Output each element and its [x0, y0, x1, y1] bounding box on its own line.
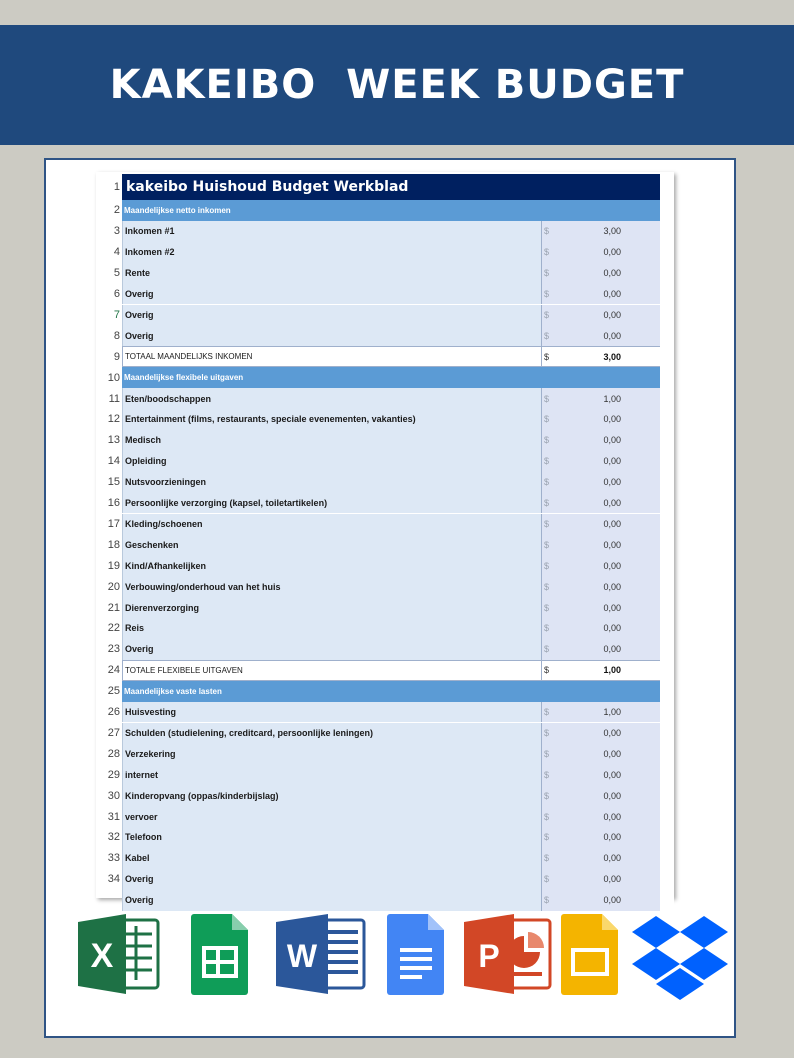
- label-cell[interactable]: [122, 493, 660, 514]
- label-cell[interactable]: [122, 890, 660, 911]
- value-cell[interactable]: [541, 555, 661, 576]
- label-cell[interactable]: [122, 430, 660, 451]
- sheet-margin: [660, 555, 674, 576]
- sheet-margin: [660, 174, 674, 200]
- label-cell[interactable]: [122, 388, 660, 409]
- sheet-margin: [660, 534, 674, 555]
- label-cell[interactable]: [122, 242, 660, 263]
- row-number[interactable]: 15: [107, 476, 120, 489]
- table-row[interactable]: [96, 493, 674, 514]
- row-number[interactable]: 21: [107, 601, 120, 614]
- label-cell[interactable]: [122, 702, 660, 723]
- row-value: 0,00: [603, 247, 621, 258]
- label-cell[interactable]: [122, 869, 660, 890]
- row-number[interactable]: 25: [107, 685, 120, 698]
- table-row[interactable]: [96, 743, 674, 764]
- value-cell[interactable]: [541, 848, 661, 869]
- table-row[interactable]: [96, 451, 674, 472]
- sheet-margin: [660, 639, 674, 660]
- currency-symbol: $: [544, 456, 550, 467]
- currency-symbol: $: [544, 581, 550, 592]
- currency-symbol: $: [544, 727, 550, 738]
- label-cell[interactable]: [122, 764, 660, 785]
- row-label: TOTALE FLEXIBELE UITGAVEN: [125, 665, 243, 675]
- label-cell[interactable]: [122, 409, 660, 430]
- value-cell[interactable]: [541, 284, 661, 305]
- row-number[interactable]: 5: [113, 267, 120, 280]
- currency-symbol: $: [544, 247, 550, 258]
- table-row[interactable]: [96, 472, 674, 493]
- svg-text:W: W: [286, 938, 318, 974]
- label-cell[interactable]: [122, 618, 660, 639]
- currency-symbol: $: [544, 602, 550, 613]
- table-row[interactable]: [96, 409, 674, 430]
- word-icon[interactable]: [274, 912, 366, 996]
- sheet-margin: [660, 242, 674, 263]
- row-label: Overig: [125, 874, 154, 885]
- row-label: Maandelijkse netto inkomen: [124, 205, 231, 215]
- row-label: Inkomen #1: [125, 226, 175, 237]
- table-row[interactable]: [96, 764, 674, 785]
- value-cell[interactable]: [541, 639, 661, 660]
- row-value: 0,00: [603, 289, 621, 300]
- label-cell[interactable]: [122, 221, 660, 242]
- table-row[interactable]: [96, 555, 674, 576]
- label-cell[interactable]: [122, 576, 660, 597]
- row-number[interactable]: 30: [107, 789, 120, 802]
- row-label: Nutsvoorzieningen: [125, 477, 207, 488]
- row-label: Overig: [125, 289, 154, 300]
- row-number[interactable]: 10: [107, 371, 120, 384]
- label-cell[interactable]: [122, 200, 660, 221]
- currency-symbol: $: [544, 435, 550, 446]
- sheet-margin: [660, 325, 674, 346]
- row-label: Kabel: [125, 853, 150, 864]
- value-cell[interactable]: [541, 305, 661, 326]
- row-number[interactable]: 29: [107, 768, 120, 781]
- sheet-margin: [660, 305, 674, 326]
- row-value: 0,00: [603, 748, 621, 759]
- google-docs-icon[interactable]: [386, 912, 446, 996]
- sheet-margin: [660, 221, 674, 242]
- table-row[interactable]: [96, 890, 674, 911]
- table-row[interactable]: [96, 430, 674, 451]
- row-number[interactable]: 23: [107, 643, 120, 656]
- sheet-margin: [660, 597, 674, 618]
- row-label: internet: [125, 769, 159, 780]
- label-cell[interactable]: [122, 325, 660, 346]
- row-label: Kinderopvang (oppas/kinderbijslag): [125, 790, 279, 801]
- label-cell[interactable]: [122, 514, 660, 535]
- sheet-margin: [660, 409, 674, 430]
- label-cell[interactable]: [122, 367, 660, 388]
- row-label: vervoer: [125, 811, 158, 822]
- row-number[interactable]: [96, 890, 122, 911]
- label-cell[interactable]: [122, 305, 660, 326]
- currency-symbol: $: [544, 518, 550, 529]
- value-cell[interactable]: [541, 472, 661, 493]
- sheet-margin: [660, 660, 674, 681]
- value-cell[interactable]: [541, 430, 661, 451]
- sheet-margin: [660, 681, 674, 702]
- banner-title: KAKEIBO WEEK BUDGET: [109, 62, 685, 108]
- row-number[interactable]: 26: [107, 706, 120, 719]
- table-row[interactable]: [96, 827, 674, 848]
- currency-symbol: $: [544, 498, 550, 509]
- row-number[interactable]: 16: [107, 497, 120, 510]
- table-row[interactable]: [96, 597, 674, 618]
- row-value: 0,00: [603, 790, 621, 801]
- label-cell[interactable]: [122, 597, 660, 618]
- row-number[interactable]: 31: [107, 810, 120, 823]
- table-row[interactable]: [96, 869, 674, 890]
- row-label: Persoonlijke verzorging (kapsel, toiletartikelen): [125, 498, 328, 509]
- label-cell[interactable]: [122, 639, 660, 660]
- row-value: 0,00: [603, 456, 621, 467]
- row-label: Telefoon: [125, 832, 162, 843]
- row-number[interactable]: 33: [107, 852, 120, 865]
- total-row[interactable]: [96, 346, 674, 367]
- value-cell[interactable]: [541, 242, 661, 263]
- currency-symbol: $: [544, 832, 550, 843]
- row-label: Geschenken: [125, 539, 179, 550]
- currency-symbol: $: [544, 623, 550, 634]
- section-header-row[interactable]: [96, 200, 674, 221]
- label-cell[interactable]: [122, 848, 660, 869]
- banner: [0, 25, 794, 145]
- value-cell[interactable]: [541, 493, 661, 514]
- sheet-margin: [660, 514, 674, 535]
- table-row[interactable]: [96, 723, 674, 744]
- row-value: 1,00: [603, 707, 621, 718]
- row-value: 0,00: [603, 268, 621, 279]
- row-label: Huisvesting: [125, 707, 177, 718]
- currency-symbol: $: [544, 769, 550, 780]
- row-label: Verbouwing/onderhoud van het huis: [125, 581, 281, 592]
- spreadsheet-preview: [96, 172, 674, 906]
- sheet-margin: [660, 284, 674, 305]
- currency-symbol: $: [544, 874, 550, 885]
- row-number[interactable]: 3: [113, 225, 120, 238]
- row-label: Eten/boodschappen: [125, 393, 212, 404]
- table-row[interactable]: [96, 284, 674, 305]
- sheet-margin: [660, 493, 674, 514]
- row-label: kakeibo Huishoud Budget Werkblad: [126, 179, 409, 195]
- row-number[interactable]: 11: [108, 392, 120, 405]
- label-cell[interactable]: [122, 284, 660, 305]
- table-row[interactable]: [96, 806, 674, 827]
- table-row[interactable]: [96, 263, 674, 284]
- value-cell[interactable]: [541, 514, 661, 535]
- app-icons-row: [70, 912, 730, 1012]
- table-row[interactable]: [96, 848, 674, 869]
- currency-symbol: $: [544, 895, 550, 906]
- excel-icon[interactable]: [76, 912, 160, 996]
- value-cell[interactable]: [541, 869, 661, 890]
- currency-symbol: $: [544, 477, 550, 488]
- currency-symbol: $: [544, 414, 550, 425]
- sheet-margin: [660, 869, 674, 890]
- row-label: Rente: [125, 268, 151, 279]
- currency-symbol: $: [544, 393, 550, 404]
- row-number[interactable]: 17: [107, 517, 120, 530]
- row-label: Overig: [125, 330, 154, 341]
- sheet-margin: [660, 263, 674, 284]
- row-label: Medisch: [125, 435, 162, 446]
- label-cell[interactable]: [122, 785, 660, 806]
- sheet-margin: [660, 806, 674, 827]
- value-cell[interactable]: [541, 325, 661, 346]
- row-number[interactable]: 8: [113, 329, 120, 342]
- label-cell[interactable]: [122, 346, 660, 367]
- sheet-margin: [660, 764, 674, 785]
- sheet-margin: [660, 702, 674, 723]
- row-label: Opleiding: [125, 456, 167, 467]
- sheet-margin: [660, 723, 674, 744]
- row-value: 0,00: [603, 477, 621, 488]
- table-row[interactable]: [96, 702, 674, 723]
- sheet-margin: [660, 785, 674, 806]
- row-value: 0,00: [603, 623, 621, 634]
- table-row[interactable]: [96, 639, 674, 660]
- sheet-margin: [660, 367, 674, 388]
- row-number[interactable]: 32: [107, 831, 120, 844]
- value-cell[interactable]: [541, 576, 661, 597]
- row-number[interactable]: 34: [107, 873, 120, 886]
- value-cell[interactable]: [541, 263, 661, 284]
- row-label: Entertainment (films, restaurants, speciale evenementen, vakanties): [125, 414, 416, 425]
- sheet-margin: [660, 346, 674, 367]
- row-value: 0,00: [603, 330, 621, 341]
- sheet-title-row[interactable]: [96, 174, 674, 200]
- section-header-row[interactable]: [96, 681, 674, 702]
- row-number[interactable]: 13: [107, 434, 120, 447]
- table-row[interactable]: [96, 325, 674, 346]
- label-cell[interactable]: [122, 660, 660, 681]
- label-cell[interactable]: [122, 743, 660, 764]
- row-number[interactable]: 1: [113, 181, 120, 193]
- currency-symbol: $: [544, 707, 550, 718]
- row-value: 0,00: [603, 581, 621, 592]
- currency-symbol: $: [544, 226, 550, 237]
- svg-text:P: P: [478, 938, 500, 974]
- row-label: Kleding/schoenen: [125, 518, 203, 529]
- value-cell[interactable]: [541, 597, 661, 618]
- table-row[interactable]: [96, 242, 674, 263]
- row-label: Reis: [125, 623, 145, 634]
- row-label: Verzekering: [125, 748, 176, 759]
- value-cell[interactable]: [541, 723, 661, 744]
- sheet-margin: [660, 430, 674, 451]
- row-number[interactable]: 12: [107, 413, 120, 426]
- sheet-margin: [660, 618, 674, 639]
- table-row[interactable]: [96, 534, 674, 555]
- currency-symbol: $: [544, 268, 550, 279]
- currency-symbol: $: [544, 351, 550, 362]
- row-label: Maandelijkse vaste lasten: [124, 686, 222, 696]
- svg-text:X: X: [90, 937, 114, 975]
- row-value: 0,00: [603, 811, 621, 822]
- label-cell[interactable]: [122, 174, 660, 200]
- value-cell[interactable]: [541, 388, 661, 409]
- row-value: 1,00: [603, 665, 621, 676]
- powerpoint-icon[interactable]: [462, 912, 552, 996]
- row-label: Kind/Afhankelijken: [125, 560, 207, 571]
- row-value: 3,00: [603, 351, 621, 362]
- table-row[interactable]: [96, 576, 674, 597]
- sheet-margin: [660, 576, 674, 597]
- row-value: 3,00: [603, 226, 621, 237]
- row-label: Inkomen #2: [125, 247, 175, 258]
- table-row[interactable]: [96, 514, 674, 535]
- row-number[interactable]: 20: [107, 580, 120, 593]
- row-value: 0,00: [603, 727, 621, 738]
- google-sheets-icon[interactable]: [190, 912, 250, 996]
- row-number[interactable]: 2: [113, 204, 120, 217]
- value-cell[interactable]: [541, 785, 661, 806]
- label-cell[interactable]: [122, 263, 660, 284]
- sheet-margin: [660, 451, 674, 472]
- row-value: 0,00: [603, 853, 621, 864]
- label-cell[interactable]: [122, 534, 660, 555]
- table-row[interactable]: [96, 388, 674, 409]
- total-row[interactable]: [96, 660, 674, 681]
- value-cell[interactable]: [541, 221, 661, 242]
- row-number[interactable]: 27: [107, 726, 120, 739]
- value-cell[interactable]: [541, 702, 661, 723]
- currency-symbol: $: [544, 811, 550, 822]
- section-header-row[interactable]: [96, 367, 674, 388]
- row-value: 0,00: [603, 832, 621, 843]
- table-row[interactable]: [96, 305, 674, 326]
- currency-symbol: $: [544, 665, 550, 676]
- currency-symbol: $: [544, 748, 550, 759]
- row-number[interactable]: 24: [107, 664, 120, 677]
- value-cell[interactable]: [541, 661, 661, 680]
- currency-symbol: $: [544, 644, 550, 655]
- value-cell[interactable]: [541, 618, 661, 639]
- table-row[interactable]: [96, 618, 674, 639]
- label-cell[interactable]: [122, 827, 660, 848]
- row-label: TOTAAL MAANDELIJKS INKOMEN: [125, 352, 253, 362]
- sheet-margin: [660, 472, 674, 493]
- table-row[interactable]: [96, 221, 674, 242]
- sheet-margin: [660, 827, 674, 848]
- row-number[interactable]: 18: [107, 538, 120, 551]
- value-cell[interactable]: [541, 890, 661, 911]
- row-value: 0,00: [603, 539, 621, 550]
- label-cell[interactable]: [122, 681, 660, 702]
- value-cell[interactable]: [541, 409, 661, 430]
- row-number[interactable]: 28: [107, 747, 120, 760]
- row-label: Overig: [125, 895, 154, 906]
- sheet-margin: [660, 743, 674, 764]
- row-value: 0,00: [603, 769, 621, 780]
- sheet-margin: [660, 200, 674, 221]
- sheet-margin: [660, 388, 674, 409]
- currency-symbol: $: [544, 289, 550, 300]
- value-cell[interactable]: [541, 534, 661, 555]
- label-cell[interactable]: [122, 472, 660, 493]
- row-label: Schulden (studielening, creditcard, persoonlijke leningen): [125, 727, 374, 738]
- value-cell[interactable]: [541, 451, 661, 472]
- row-value: 0,00: [603, 560, 621, 571]
- row-value: 0,00: [603, 498, 621, 509]
- currency-symbol: $: [544, 309, 550, 320]
- row-label: Dierenverzorging: [125, 602, 200, 613]
- row-value: 0,00: [603, 895, 621, 906]
- row-label: Overig: [125, 644, 154, 655]
- label-cell[interactable]: [122, 451, 660, 472]
- value-cell[interactable]: [541, 764, 661, 785]
- row-value: 0,00: [603, 874, 621, 885]
- label-cell[interactable]: [122, 555, 660, 576]
- row-number[interactable]: 6: [113, 288, 120, 301]
- currency-symbol: $: [544, 539, 550, 550]
- currency-symbol: $: [544, 853, 550, 864]
- row-value: 1,00: [603, 393, 621, 404]
- row-value: 0,00: [603, 435, 621, 446]
- row-value: 0,00: [603, 602, 621, 613]
- google-slides-icon[interactable]: [560, 912, 620, 996]
- row-label: Maandelijkse flexibele uitgaven: [124, 373, 244, 383]
- currency-symbol: $: [544, 330, 550, 341]
- row-number[interactable]: 7: [113, 308, 120, 321]
- value-cell[interactable]: [541, 827, 661, 848]
- row-value: 0,00: [603, 414, 621, 425]
- value-cell[interactable]: [541, 806, 661, 827]
- currency-symbol: $: [544, 560, 550, 571]
- dropbox-icon[interactable]: [632, 912, 728, 1002]
- row-number[interactable]: 22: [107, 622, 120, 635]
- row-value: 0,00: [603, 644, 621, 655]
- row-value: 0,00: [603, 518, 621, 529]
- currency-symbol: $: [544, 790, 550, 801]
- row-number[interactable]: 9: [113, 350, 120, 363]
- sheet-margin: [660, 848, 674, 869]
- label-cell[interactable]: [122, 723, 660, 744]
- table-row[interactable]: [96, 785, 674, 806]
- sheet-margin: [660, 890, 674, 911]
- row-label: Overig: [125, 309, 154, 320]
- row-value: 0,00: [603, 309, 621, 320]
- value-cell[interactable]: [541, 743, 661, 764]
- row-number[interactable]: 19: [107, 559, 120, 572]
- row-number[interactable]: 14: [107, 455, 120, 468]
- label-cell[interactable]: [122, 806, 660, 827]
- value-cell[interactable]: [541, 347, 661, 366]
- row-number[interactable]: 4: [113, 246, 120, 259]
